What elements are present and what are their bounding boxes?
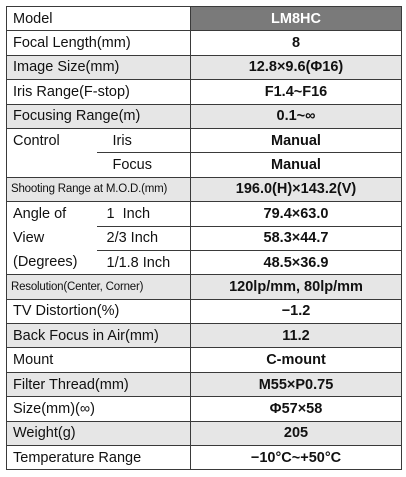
iris-range-value: F1.4~F16 — [191, 80, 402, 104]
control-focus-label: Focus — [97, 153, 191, 177]
image-size-label: Image Size(mm) — [7, 55, 191, 79]
mount-value: C-mount — [191, 348, 402, 372]
row-tv-distortion — [7, 299, 402, 323]
row-size — [7, 397, 402, 421]
size-label: Size(mm)(∞) — [7, 397, 191, 421]
row-aov-118inch — [7, 250, 402, 274]
weight-value: 205 — [191, 421, 402, 445]
filter-thread-label: Filter Thread(mm) — [7, 372, 191, 396]
back-focus-label: Back Focus in Air(mm) — [7, 324, 191, 348]
size-value: Φ57×58 — [191, 397, 402, 421]
image-size-value: 12.8×9.6(Φ16) — [191, 55, 402, 79]
aov-value-118inch: 48.5×36.9 — [191, 250, 402, 274]
row-focal-length — [7, 31, 402, 55]
focusing-range-value: 0.1~∞ — [191, 104, 402, 128]
back-focus-value: 11.2 — [191, 324, 402, 348]
row-temperature — [7, 446, 402, 470]
row-model — [7, 7, 402, 31]
iris-range-label: Iris Range(F-stop) — [7, 80, 191, 104]
row-resolution — [7, 275, 402, 299]
control-iris-value: Manual — [191, 128, 402, 152]
row-mount — [7, 348, 402, 372]
aov-label-line2: View — [7, 226, 97, 250]
row-aov-1inch — [7, 202, 402, 226]
row-aov-23inch — [7, 226, 402, 250]
mount-label: Mount — [7, 348, 191, 372]
tv-distortion-label: TV Distortion(%) — [7, 299, 191, 323]
aov-value-23inch: 58.3×44.7 — [191, 226, 402, 250]
control-iris-label: Iris — [97, 128, 191, 152]
focusing-range-label: Focusing Range(m) — [7, 104, 191, 128]
aov-label-line3: (Degrees) — [7, 250, 97, 274]
row-back-focus — [7, 324, 402, 348]
aov-sensor-1inch: 1 Inch — [97, 202, 191, 226]
row-iris-range — [7, 80, 402, 104]
temperature-value: −10°C~+50°C — [191, 446, 402, 470]
aov-sensor-23inch: 2/3 Inch — [97, 226, 191, 250]
row-image-size — [7, 55, 402, 79]
focal-length-value: 8 — [191, 31, 402, 55]
tv-distortion-value: −1.2 — [191, 299, 402, 323]
row-focusing-range — [7, 104, 402, 128]
aov-sensor-118inch: 1/1.8 Inch — [97, 250, 191, 274]
row-control-iris — [7, 128, 402, 152]
temperature-label: Temperature Range — [7, 446, 191, 470]
row-filter-thread — [7, 372, 402, 396]
control-label-cont — [7, 153, 97, 177]
resolution-label: Resolution(Center, Corner) — [7, 275, 191, 299]
shooting-range-value: 196.0(H)×143.2(V) — [191, 177, 402, 201]
model-label: Model — [7, 7, 191, 31]
shooting-range-label: Shooting Range at M.O.D.(mm) — [7, 177, 191, 201]
spec-table — [6, 6, 402, 470]
filter-thread-value: M55×P0.75 — [191, 372, 402, 396]
model-value: LM8HC — [191, 7, 402, 31]
aov-value-1inch: 79.4×63.0 — [191, 202, 402, 226]
resolution-value: 120lp/mm, 80lp/mm — [191, 275, 402, 299]
row-control-focus — [7, 153, 402, 177]
aov-label-line1: Angle of — [7, 202, 97, 226]
control-label: Control — [7, 128, 97, 152]
row-weight — [7, 421, 402, 445]
weight-label: Weight(g) — [7, 421, 191, 445]
control-focus-value: Manual — [191, 153, 402, 177]
focal-length-label: Focal Length(mm) — [7, 31, 191, 55]
row-shooting-range — [7, 177, 402, 201]
